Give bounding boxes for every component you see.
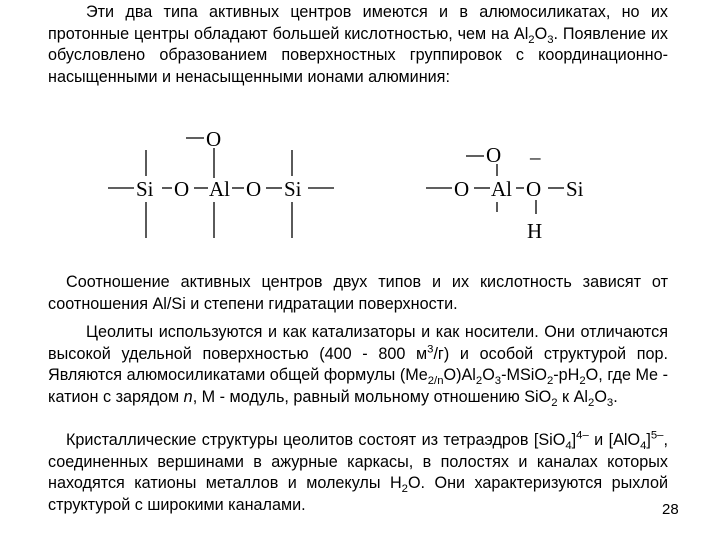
italic-n: n (183, 387, 193, 406)
subscript: 3 (547, 33, 554, 46)
text-segment: и [AlO (588, 431, 641, 449)
paragraph-ratio (48, 272, 668, 315)
atom-o-top: O (206, 127, 222, 151)
subscript: 2 (475, 375, 483, 388)
text-segment: . Появление их обусловлено образованием поверхностных группировок с координационно-насыщенными и ненасыщенными ионами алюминия: (48, 24, 668, 86)
atom-si: Si (284, 177, 302, 201)
text-segment: -MSiO (501, 366, 547, 384)
text-segment: Эти два типа активных центров имеются и в алюмосиликатах, но их протонные центры обладают большей кислотностью, чем на Al (48, 3, 668, 43)
superscript: 4– (576, 429, 589, 442)
text-segment: O (534, 24, 548, 43)
text-segment: -pH (553, 366, 580, 384)
atom-si: Si (136, 177, 154, 201)
atom-o: O (454, 177, 470, 201)
subscript: 2 (401, 483, 408, 496)
subscript: 4 (640, 440, 647, 453)
text-segment: ] (646, 431, 651, 449)
paragraph-active-centers (48, 2, 668, 88)
formula-left (108, 127, 334, 238)
text-segment: Цеолиты используются и как катализаторы и как носители. Они отличаются высокой удельной поверхностью (400 - 800 м (48, 323, 668, 363)
subscript: 2 (528, 33, 535, 46)
text-segment: ] (571, 431, 577, 449)
atom-al: Al (491, 177, 512, 201)
text-segment: Соотношение активных центров двух типов и их кислотность зависят от соотношения Al/Si и степени гидратации поверхности. (48, 273, 668, 313)
text-segment: . (613, 387, 618, 406)
atom-o-top: O (486, 143, 502, 167)
text-segment: O (482, 366, 495, 384)
superscript: 3 (427, 343, 434, 356)
text-segment: к Al (557, 387, 588, 406)
subscript: 3 (606, 396, 614, 409)
page-number: 28 (662, 501, 679, 518)
text-segment: O (594, 387, 607, 406)
subscript: 4 (565, 440, 572, 453)
atom-o: O (246, 177, 262, 201)
structural-formulas (0, 120, 720, 270)
text-segment: /г) и особой структурой пор. Являются алюмосиликатами общей формулы (Me (48, 344, 668, 384)
subscript: 2/n (427, 375, 444, 388)
atom-h: H (527, 219, 543, 243)
paragraph-crystal-structures (48, 430, 668, 516)
atom-al: Al (209, 177, 230, 201)
text-segment: O)Al (443, 366, 476, 384)
subscript: 2 (588, 396, 595, 409)
subscript: 2 (579, 375, 586, 388)
atom-si: Si (566, 177, 584, 201)
text-segment: O, где Me - катион с зарядом (48, 366, 668, 406)
text-segment: , M - модуль, равный мольному отношению SiO (192, 387, 552, 406)
subscript: 3 (494, 375, 502, 388)
text-segment: Кристаллические структуры цеолитов состоят из тетраэдров [SiO (66, 431, 566, 449)
formula-right (426, 143, 584, 243)
subscript: 2 (551, 396, 558, 409)
text-segment: O. Они характеризуются рыхлой структурой с широкими каналами. (48, 474, 668, 514)
atom-o: O (526, 177, 542, 201)
negative-charge: – (530, 145, 541, 169)
paragraph-zeolites (48, 322, 668, 408)
text-segment: , соединенных вершинами в ажурные каркасы, в полостях и каналах которых находятся катионы металлов и молекулы H (48, 431, 668, 492)
superscript: 5– (650, 429, 664, 442)
atom-o: O (174, 177, 190, 201)
subscript: 2 (546, 375, 554, 388)
